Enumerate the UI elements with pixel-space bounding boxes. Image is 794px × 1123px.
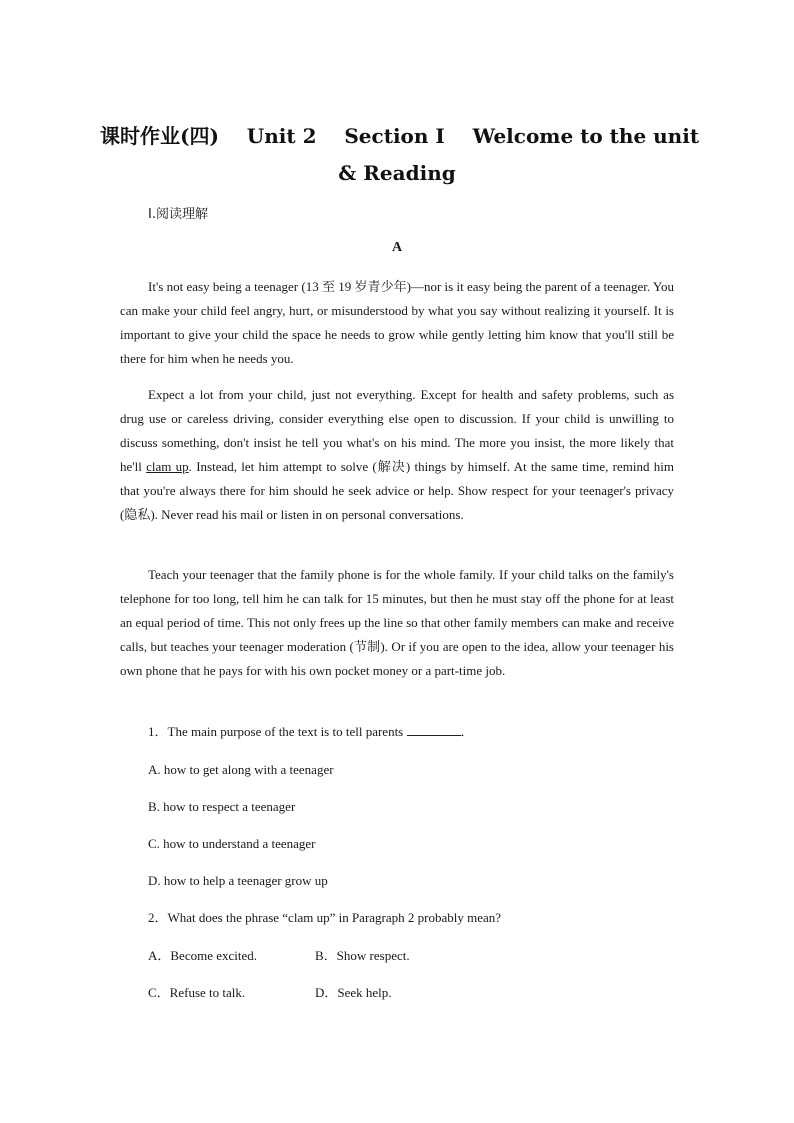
section-heading: Ⅰ.阅读理解 <box>148 207 208 222</box>
title-unit: Unit 2 <box>246 124 317 148</box>
title-topic: Welcome to the unit <box>472 124 700 148</box>
question-2-option-b: B．Show respect. <box>315 948 410 963</box>
page-title-line-1 <box>100 120 700 149</box>
paragraph-2-text-before: Expect a lot from your child, just not everything. Except for health and safety problems, such as drug use or careless driving, consider everything else open to discussion. If your child is unwilling to discuss something, don't insist he tell you what's on his mind. The more you insist, the more likely that he'll <box>120 387 674 474</box>
question-2-stem: 2．What does the phrase “clam up” in Paragraph 2 probably mean? <box>148 910 502 925</box>
page-title-line-2: & Reading <box>338 161 456 185</box>
question-1-stem: 1．The main purpose of the text is to tell parents ． <box>148 724 474 739</box>
question-1-option-d: D. how to help a teenager grow up <box>148 873 328 888</box>
question-2-option-d: D．Seek help. <box>315 985 392 1000</box>
answer-blank <box>407 723 461 736</box>
question-2-option-c: C．Refuse to talk. <box>148 985 246 1000</box>
question-1-option-b: B. how to respect a teenager <box>148 799 296 814</box>
question-1-option-c: C. how to understand a teenager <box>148 836 316 851</box>
paragraph-1: It's not easy being a teenager (13 至 19 岁青少年)—nor is it easy being the parent of a teenager. You can make your child feel angry, hurt, or misunderstood by what you say without realizing it yourself. It is important to give your child the space he needs to grow while gently letting him know that you'll still be there for him when he needs you. <box>120 279 674 366</box>
passage-label: A <box>391 240 403 255</box>
question-2-option-a: A．Become excited. <box>148 948 258 963</box>
underlined-phrase: clam up <box>146 459 189 474</box>
question-1-option-a: A. how to get along with a teenager <box>148 762 334 777</box>
title-homework-number: 课时作业(四) <box>100 124 219 148</box>
paragraph-2 <box>120 383 674 527</box>
paragraph-2-text-after: . Instead, let him attempt to solve (解决) things by himself. At the same time, remind him that you're always there for him should he seek advice or help. Show respect for your teenager's privacy (隐私). Never read his mail or listen in on personal conversations. <box>120 459 674 522</box>
title-section: Section Ⅰ <box>344 124 445 148</box>
paragraph-3: Teach your teenager that the family phone is for the whole family. If your child talks on the family's telephone for too long, tell him he can talk for 15 minutes, but then he must stay off the phone for at least an equal period of time. This not only frees up the line so that other family members can make and receive calls, but teaches your teenager moderation (节制). Or if you are open to the idea, allow your teenager his own phone that he pays for with his own pocket money or a part-time job. <box>120 567 674 678</box>
